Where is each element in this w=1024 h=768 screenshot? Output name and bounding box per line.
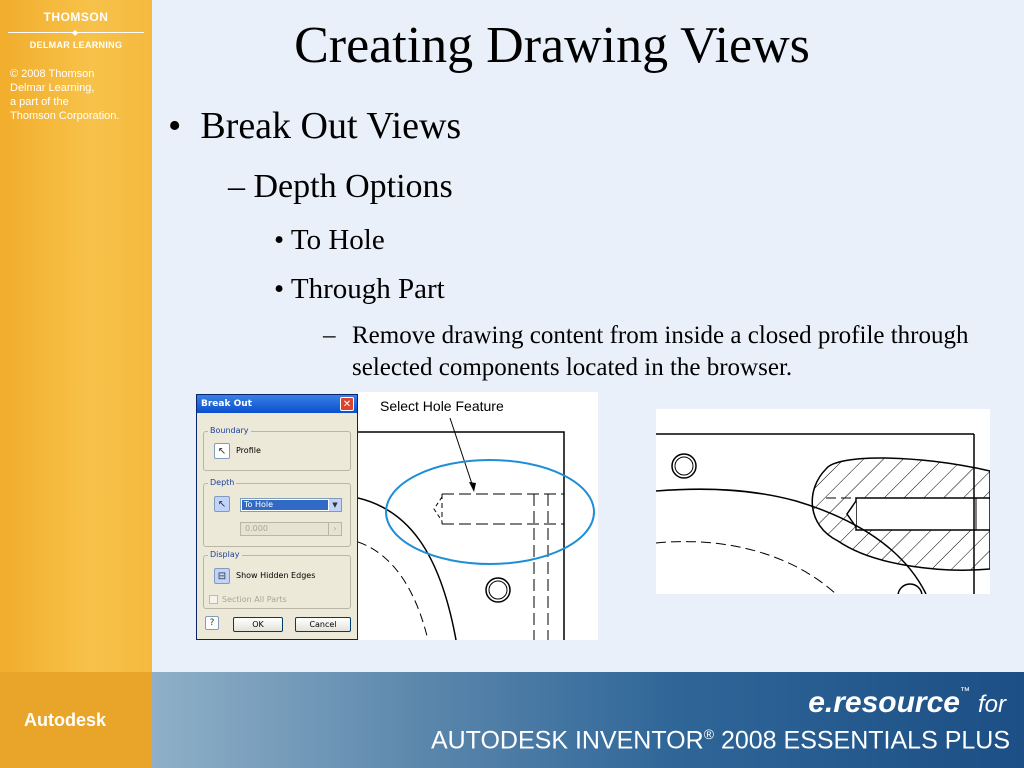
footer-left xyxy=(0,672,152,768)
help-icon[interactable]: ? xyxy=(205,616,219,630)
show-hidden-edges-toggle[interactable] xyxy=(214,568,230,584)
product-suffix: 2008 ESSENTIALS PLUS xyxy=(714,726,1010,755)
copyright-line: Thomson Corporation. xyxy=(10,110,120,122)
bullet-level3-text: Through Part xyxy=(290,273,445,305)
chevron-right-icon: › xyxy=(328,523,341,535)
bullet-level1-text: Break Out Views xyxy=(200,105,462,147)
bullet-level3: • To Hole xyxy=(274,224,385,256)
bullet-level3-text: To Hole xyxy=(290,224,385,256)
boundary-group-label: Boundary xyxy=(210,426,249,435)
registered-mark: ® xyxy=(703,726,715,742)
depth-group xyxy=(203,478,351,547)
ok-button[interactable]: OK xyxy=(233,617,283,632)
bullet-level2-text: Depth Options xyxy=(253,168,453,205)
section-all-parts-checkbox[interactable] xyxy=(209,595,218,604)
depth-dropdown[interactable] xyxy=(240,498,342,512)
cylinder-icon: ⊟ xyxy=(217,571,227,582)
profile-select-button[interactable] xyxy=(214,443,230,459)
trademark-mark: ™ xyxy=(959,686,970,697)
footer-banner xyxy=(152,672,1024,768)
hole-select-button[interactable] xyxy=(214,496,230,512)
close-icon[interactable]: ✕ xyxy=(340,397,354,411)
cursor-arrow-icon: ↖ xyxy=(217,446,227,457)
logo-star-icon: ◆ xyxy=(72,28,79,37)
copyright-line: a part of the xyxy=(10,96,69,108)
copyright-line: Delmar Learning, xyxy=(10,82,95,94)
dialog-title: Break Out xyxy=(201,399,252,409)
bullet-dash: – xyxy=(323,322,336,349)
drawing-view-select-hole xyxy=(358,392,598,640)
drawing-view-result xyxy=(656,409,990,594)
depth-group-label: Depth xyxy=(210,478,235,487)
chevron-down-icon[interactable]: ▼ xyxy=(329,499,341,511)
copyright-line: © 2008 Thomson xyxy=(10,68,95,80)
section-all-parts-label: Section All Parts xyxy=(222,595,287,604)
delmar-logo-text: DELMAR LEARNING xyxy=(29,40,123,50)
break-out-dialog xyxy=(196,394,358,640)
display-group-label: Display xyxy=(210,550,240,559)
drawing-caption: Select Hole Feature xyxy=(380,398,504,414)
eresource-logo xyxy=(808,686,1006,720)
bullet-level3: • Through Part xyxy=(274,273,445,305)
boundary-group xyxy=(203,426,351,471)
slide-title: Creating Drawing Views xyxy=(294,17,810,74)
autodesk-logo-text: Autodesk xyxy=(24,710,107,730)
product-name-text: AUTODESK INVENTOR xyxy=(430,726,704,755)
drawing-background xyxy=(358,392,598,640)
cancel-button[interactable]: Cancel xyxy=(295,617,351,632)
eresource-text: e.resource xyxy=(808,686,960,719)
depth-dropdown-value: To Hole xyxy=(242,500,328,510)
dialog-titlebar[interactable] xyxy=(197,395,357,413)
bullet-level1: • Break Out Views xyxy=(168,105,462,147)
thomson-logo-text: THOMSON xyxy=(43,10,109,24)
depth-distance-field xyxy=(240,522,342,536)
cursor-arrow-icon: ↖ xyxy=(217,499,227,510)
product-name xyxy=(431,726,1010,755)
bullet-level4-text: Remove drawing content from inside a closed profile through selected components located in the browser. xyxy=(352,322,969,381)
show-hidden-edges-label: Show Hidden Edges xyxy=(236,571,316,580)
copyright-notice xyxy=(10,67,150,123)
profile-label: Profile xyxy=(236,446,261,455)
depth-distance-value: 0.000 xyxy=(245,524,268,533)
for-text: for xyxy=(977,691,1006,718)
sidebar xyxy=(0,0,152,672)
hole-cut xyxy=(856,498,990,530)
bullet-level2: – Depth Options xyxy=(228,168,453,205)
